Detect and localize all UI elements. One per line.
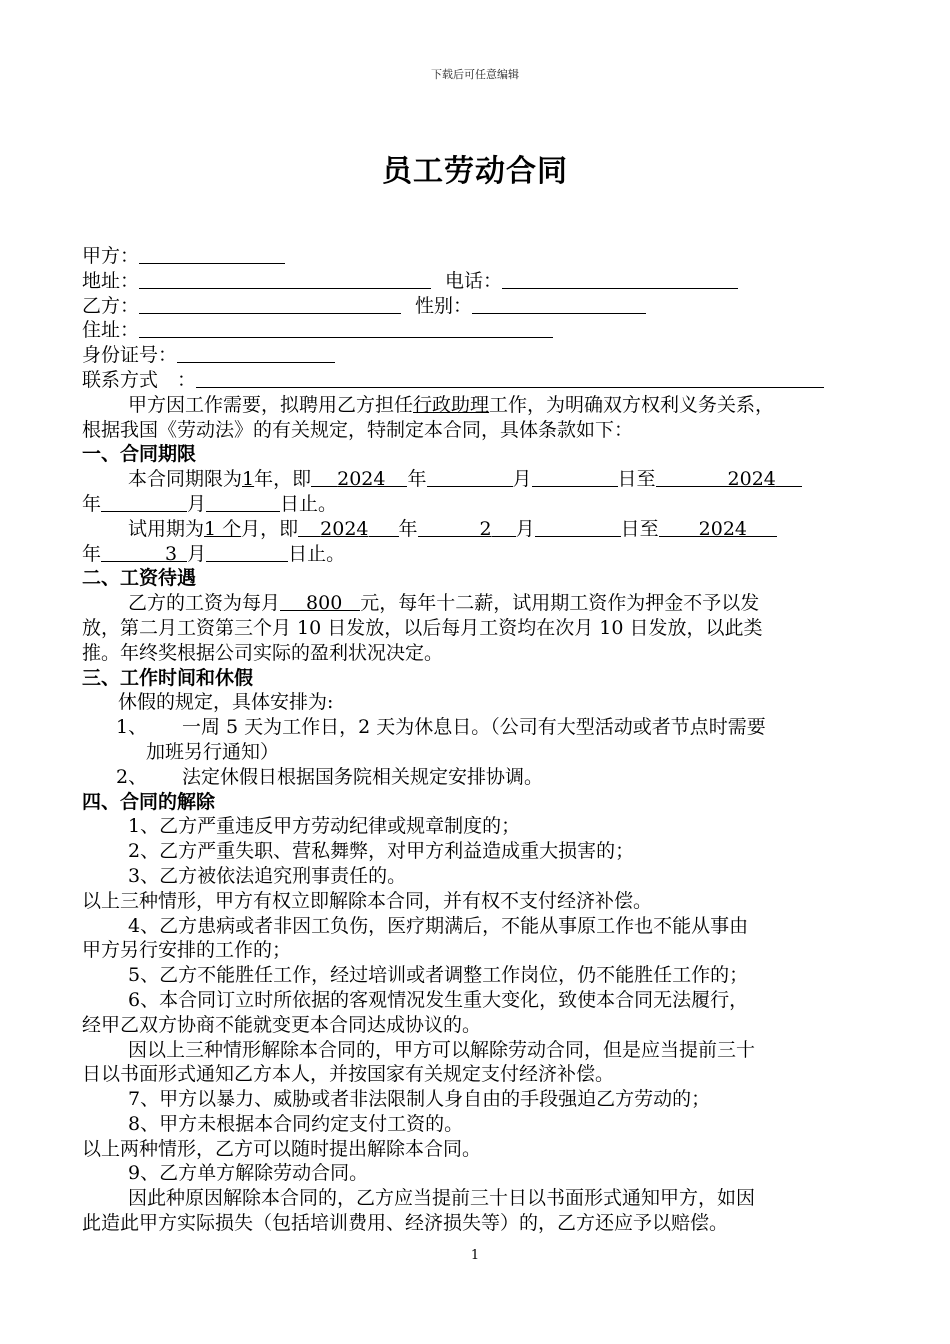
termination-line: 甲方另行安排的工作的； xyxy=(82,939,292,962)
termination-line: 2、乙方严重失职、营私舞弊，对甲方利益造成重大损害的； xyxy=(128,840,635,863)
intro-text: 工作，为明确双方权利义务关系， xyxy=(489,393,775,416)
field-contact xyxy=(82,368,874,393)
blank xyxy=(418,518,480,537)
trial-text: 年 xyxy=(398,517,418,540)
field-label: 性别： xyxy=(415,294,473,317)
list-number: 1、 xyxy=(116,716,148,739)
document-title: 员工劳动合同 xyxy=(382,154,568,189)
blank xyxy=(532,468,618,487)
termination-line: 7、甲方以暴力、威胁或者非法限制人身自由的手段强迫乙方劳动的； xyxy=(128,1088,711,1111)
term-text: 年 xyxy=(407,468,427,491)
salary-line-2: 放，第二月工资第三个月 10 日发放，以后每月工资均在次月 10 日发放，以此类 xyxy=(82,616,763,639)
field-label: 乙方： xyxy=(82,294,140,317)
leave-item-2 xyxy=(82,765,874,790)
trial-text: 试用期为 xyxy=(128,517,205,540)
termination-line: 日以书面形式通知乙方本人，并按国家有关规定支付经济补偿。 xyxy=(82,1063,615,1086)
blank xyxy=(659,518,699,537)
salary-amount: 800 xyxy=(306,592,343,615)
trial-line-2 xyxy=(82,542,874,567)
id-number-blank xyxy=(177,344,335,363)
field-label: 身份证号： xyxy=(82,344,178,367)
blank xyxy=(535,518,621,537)
blank xyxy=(280,592,306,611)
contact-blank xyxy=(196,369,824,388)
blank xyxy=(101,543,165,562)
party-a-blank xyxy=(139,245,285,264)
trial-start-year: 2024 xyxy=(320,517,369,540)
trial-text: 日止。 xyxy=(288,542,346,565)
termination-line: 4、乙方患病或者非因工负伤，医疗期满后，不能从事原工作也不能从事由 xyxy=(128,914,749,937)
blank xyxy=(206,493,280,512)
term-text: 月 xyxy=(187,492,207,515)
blank xyxy=(177,543,187,562)
blank xyxy=(385,468,407,487)
address-blank xyxy=(139,270,431,289)
intro-line-1 xyxy=(82,393,874,418)
field-label: 联系方式 ： xyxy=(82,368,197,391)
field-label: 电话： xyxy=(445,269,503,292)
field-label: 地址： xyxy=(82,269,140,292)
section-heading-salary: 二、工资待遇 xyxy=(82,567,197,590)
trial-start-month: 2 xyxy=(479,517,492,540)
phone-blank xyxy=(502,270,738,289)
header-note: 下载后可任意编辑 xyxy=(431,68,519,81)
blank xyxy=(492,518,516,537)
field-label: 甲方： xyxy=(82,245,140,267)
termination-line: 3、乙方被依法追究刑事责任的。 xyxy=(128,864,407,887)
intro-line-2: 根据我国《劳动法》的有关规定，特制定本合同，具体条款如下： xyxy=(82,418,634,441)
blank xyxy=(206,543,288,562)
blank xyxy=(369,518,399,537)
residence-blank xyxy=(139,319,553,338)
leave-intro: 休假的规定，具体安排为: xyxy=(118,691,334,714)
blank xyxy=(776,468,802,487)
term-text: 月 xyxy=(512,468,532,491)
term-start-year: 2024 xyxy=(337,468,386,491)
leave-item-1 xyxy=(82,715,874,740)
field-party-b-gender xyxy=(82,294,874,319)
trial-months: 1 个 xyxy=(204,517,242,540)
gender-blank xyxy=(472,295,646,314)
trial-text: 月，即 xyxy=(241,517,299,540)
blank xyxy=(311,468,337,487)
trial-text: 月 xyxy=(187,542,207,565)
blank xyxy=(298,518,320,537)
trial-text: 月 xyxy=(515,517,535,540)
list-text: 法定休假日根据国务院相关规定安排协调。 xyxy=(182,765,544,788)
field-label: 住址： xyxy=(82,319,140,342)
field-party-a xyxy=(82,244,874,269)
section-heading-term: 一、合同期限 xyxy=(82,443,197,466)
salary-line-1 xyxy=(82,591,874,616)
list-number: 2、 xyxy=(116,765,148,788)
blank xyxy=(747,518,777,537)
section-heading-hours: 三、工作时间和休假 xyxy=(82,666,254,689)
salary-text: 元，每年十二薪，试用期工资作为押金不予以发 xyxy=(360,592,760,615)
termination-line: 因以上三种情形解除本合同的，甲方可以解除劳动合同，但是应当提前三十 xyxy=(128,1038,756,1061)
termination-line: 经甲乙双方协商不能就变更本合同达成协议的。 xyxy=(82,1013,482,1036)
trial-text: 年 xyxy=(82,542,102,565)
term-line xyxy=(82,467,874,492)
blank xyxy=(342,592,360,611)
list-text: 一周 5 天为工作日，2 天为休息日。（公司有大型活动或者节点时需要 xyxy=(182,716,766,739)
term-years: 1 xyxy=(242,468,255,491)
termination-line: 9、乙方单方解除劳动合同。 xyxy=(128,1162,369,1185)
blank xyxy=(427,468,513,487)
trial-text: 日至 xyxy=(620,517,659,540)
party-b-blank xyxy=(139,295,401,314)
salary-line-3: 推。年终奖根据公司实际的盈利状况决定。 xyxy=(82,641,444,664)
field-id-number xyxy=(82,343,874,368)
termination-line: 1、乙方严重违反甲方劳动纪律或规章制度的； xyxy=(128,815,521,838)
termination-line: 此造此甲方实际损失（包括培训费用、经济损失等）的，乙方还应予以赔偿。 xyxy=(82,1212,729,1235)
term-text: 日止。 xyxy=(280,492,338,515)
term-text: 日至 xyxy=(617,468,656,491)
termination-line: 因此种原因解除本合同的，乙方应当提前三十日以书面形式通知甲方，如因 xyxy=(128,1187,756,1210)
term-line-2 xyxy=(82,492,874,517)
page-number: 1 xyxy=(470,1248,480,1263)
field-address-phone xyxy=(82,269,874,294)
termination-line: 6、本合同订立时所依据的客观情况发生重大变化，致使本合同无法履行， xyxy=(128,988,749,1011)
position-name: 行政助理 xyxy=(413,393,490,416)
trial-line xyxy=(82,517,874,542)
termination-line: 8、甲方未根据本合同约定支付工资的。 xyxy=(128,1112,464,1135)
salary-text: 乙方的工资为每月 xyxy=(128,592,281,615)
trial-end-year: 2024 xyxy=(698,517,748,540)
intro-text: 甲方因工作需要，拟聘用乙方担任 xyxy=(128,393,414,416)
contract-body xyxy=(82,244,874,1236)
term-end-year: 2024 xyxy=(727,468,776,491)
termination-line: 以上三种情形，甲方有权立即解除本合同，并有权不支付经济补偿。 xyxy=(82,889,653,912)
section-heading-termination: 四、合同的解除 xyxy=(82,790,216,813)
blank xyxy=(656,468,728,487)
trial-end-month: 3 xyxy=(165,542,178,565)
term-text: 本合同期限为 xyxy=(128,468,243,491)
field-residence xyxy=(82,318,874,343)
blank xyxy=(101,493,187,512)
termination-line: 以上两种情形，乙方可以随时提出解除本合同。 xyxy=(82,1137,482,1160)
term-text: 年，即 xyxy=(254,468,312,491)
term-text: 年 xyxy=(82,492,102,515)
termination-line: 5、乙方不能胜任工作，经过培训或者调整工作岗位，仍不能胜任工作的； xyxy=(128,964,749,987)
leave-item-1-cont: 加班另行通知） xyxy=(146,740,280,763)
